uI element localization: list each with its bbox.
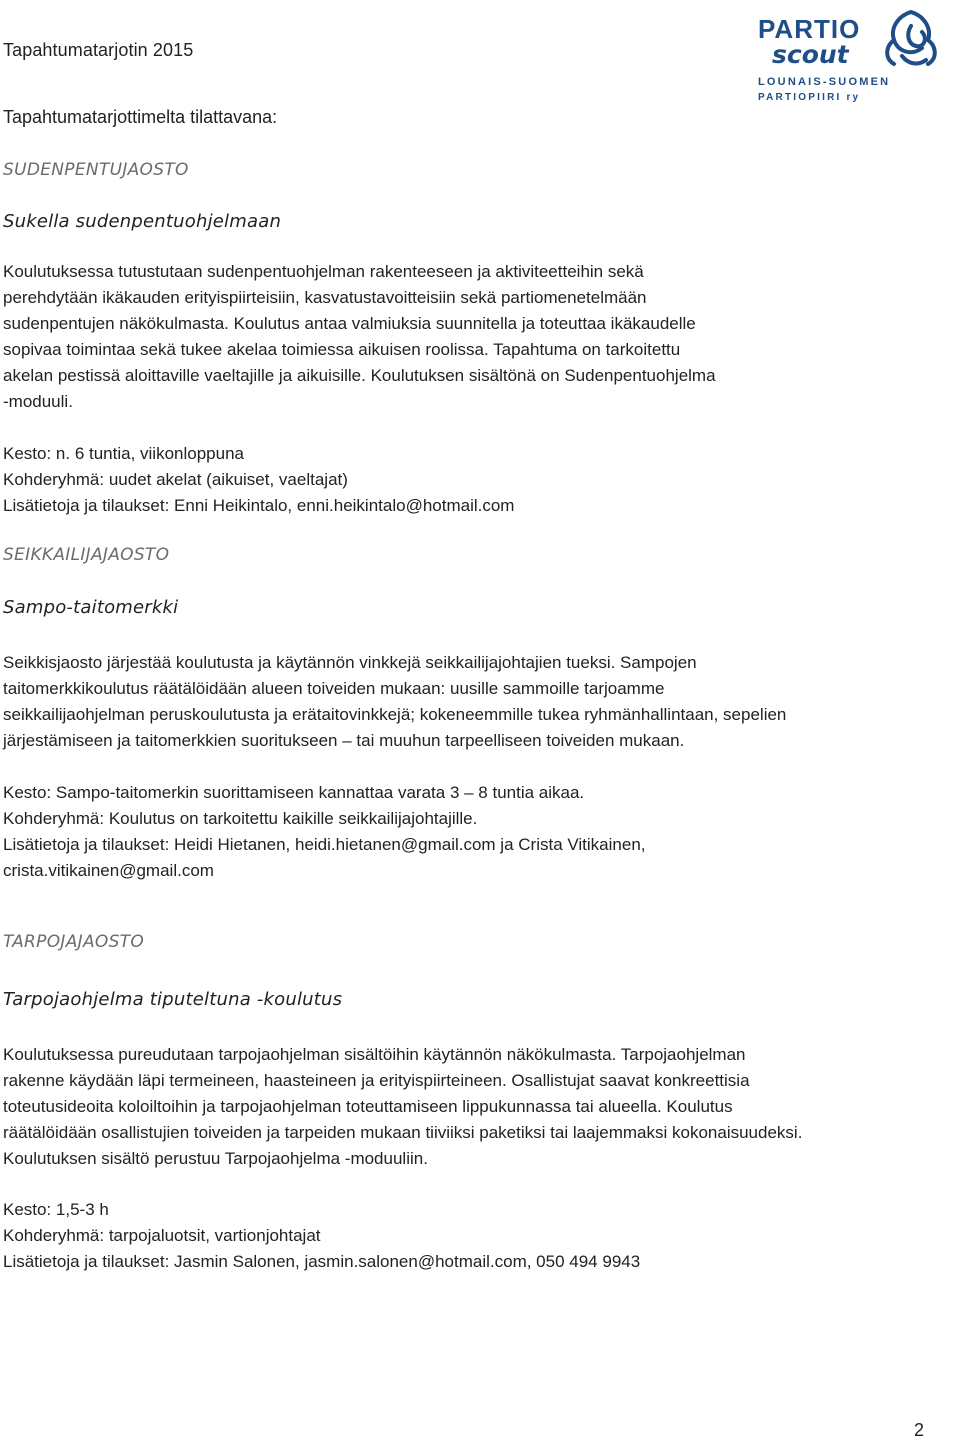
event-title: Sukella sudenpentuohjelmaan bbox=[3, 211, 282, 232]
description-line: Koulutuksen sisältö perustuu Tarpojaohjelma -moduuliin. bbox=[3, 1149, 428, 1168]
document-header-title: Tapahtumatarjotin 2015 bbox=[3, 40, 194, 60]
detail-contact: Lisätietoja ja tilaukset: Jasmin Salonen, jasmin.salonen@hotmail.com, 050 494 9943 bbox=[3, 1252, 641, 1271]
description-line: sudenpentujen näkökulmasta. Koulutus antaa valmiuksia suunnitella ja toteuttaa ikäkaudelle bbox=[3, 314, 696, 333]
description-line: järjestämiseen ja taitomerkkien suoritukseen – tai muuhun tarpeelliseen toiveiden mukaan. bbox=[3, 731, 685, 750]
intro-text: Tapahtumatarjottimelta tilattavana: bbox=[3, 107, 278, 127]
detail-contact: Lisätietoja ja tilaukset: Heidi Hietanen, heidi.hietanen@gmail.com ja Crista Vitikainen, bbox=[3, 835, 646, 854]
description-line: räätälöidään osallistujien toiveiden ja tarpeiden mukaan tiiviiksi paketiksi tai laajemmaksi kokonaisuudeksi. bbox=[3, 1123, 803, 1142]
detail-contact: Lisätietoja ja tilaukset: Enni Heikintalo, enni.heikintalo@hotmail.com bbox=[3, 496, 515, 515]
detail-contact: crista.vitikainen@gmail.com bbox=[3, 861, 214, 880]
description-line: toteutusideoita koloiltoihin ja tarpojaohjelman toteuttamiseen lippukunnassa tai alueella. Koulutus bbox=[3, 1097, 733, 1116]
logo-text-line1: PARTIO bbox=[758, 14, 861, 44]
logo-text-line3: LOUNAIS-SUOMEN bbox=[758, 76, 891, 88]
logo-text-line4: PARTIOPIIRI ry bbox=[758, 92, 861, 103]
description-line: Koulutuksessa tutustutaan sudenpentuohjelman rakenteeseen ja aktiviteetteihin sekä bbox=[3, 262, 644, 281]
detail-audience: Kohderyhmä: tarpojaluotsit, vartionjohtajat bbox=[3, 1226, 321, 1245]
event-title: Tarpojaohjelma tiputeltuna -koulutus bbox=[3, 989, 343, 1010]
description-line: akelan pestissä aloittaville vaeltajille ja aikuisille. Koulutuksen sisältönä on Sudenpentuohjelma bbox=[3, 366, 716, 385]
event-details bbox=[3, 780, 646, 884]
event-details bbox=[3, 1197, 640, 1275]
description-line: Seikkisjaosto järjestää koulutusta ja käytännön vinkkejä seikkailijajohtajien tueksi. Sampojen bbox=[3, 653, 697, 672]
detail-audience: Kohderyhmä: uudet akelat (aikuiset, vaeltajat) bbox=[3, 470, 348, 489]
page-number: 2 bbox=[913, 1420, 924, 1440]
detail-duration: Kesto: Sampo-taitomerkin suorittamiseen kannattaa varata 3 – 8 tuntia aikaa. bbox=[3, 783, 585, 802]
event-title: Sampo-taitomerkki bbox=[3, 597, 179, 618]
logo-text-line2: scout bbox=[772, 40, 849, 69]
section-heading: SUDENPENTUJAOSTO bbox=[3, 160, 189, 180]
section-heading: SEIKKAILIJAJAOSTO bbox=[3, 545, 170, 565]
event-details bbox=[3, 441, 514, 519]
description-line: -moduuli. bbox=[3, 392, 73, 411]
scout-emblem-icon bbox=[876, 6, 946, 72]
event-description bbox=[3, 259, 716, 415]
detail-duration: Kesto: 1,5-3 h bbox=[3, 1200, 109, 1219]
event-description bbox=[3, 650, 786, 754]
description-line: perehdytään ikäkauden erityispiirteisiin, kasvatustavoitteisiin sekä partiomenetelmään bbox=[3, 288, 647, 307]
description-line: taitomerkkikoulutus räätälöidään alueen toiveiden mukaan: uusille sammoille tarjoamme bbox=[3, 679, 665, 698]
description-line: Koulutuksessa pureudutaan tarpojaohjelman sisältöihin käytännön näkökulmasta. Tarpojaohjelman bbox=[3, 1045, 746, 1064]
section-heading: TARPOJAJAOSTO bbox=[3, 932, 145, 952]
event-description bbox=[3, 1042, 802, 1172]
description-line: seikkailijaohjelman peruskoulutusta ja erätaitovinkkejä; kokeneemmille tukea ryhmänhallintaan, sepelien bbox=[3, 705, 787, 724]
partio-scout-logo bbox=[758, 6, 954, 106]
detail-duration: Kesto: n. 6 tuntia, viikonloppuna bbox=[3, 444, 244, 463]
detail-audience: Kohderyhmä: Koulutus on tarkoitettu kaikille seikkailijajohtajille. bbox=[3, 809, 478, 828]
description-line: rakenne käydään läpi termeineen, haasteineen ja erityispiirteineen. Osallistujat saavat konkreettisia bbox=[3, 1071, 750, 1090]
description-line: sopivaa toimintaa sekä tukee akelaa toimiessa aikuisen roolissa. Tapahtuma on tarkoitettu bbox=[3, 340, 681, 359]
